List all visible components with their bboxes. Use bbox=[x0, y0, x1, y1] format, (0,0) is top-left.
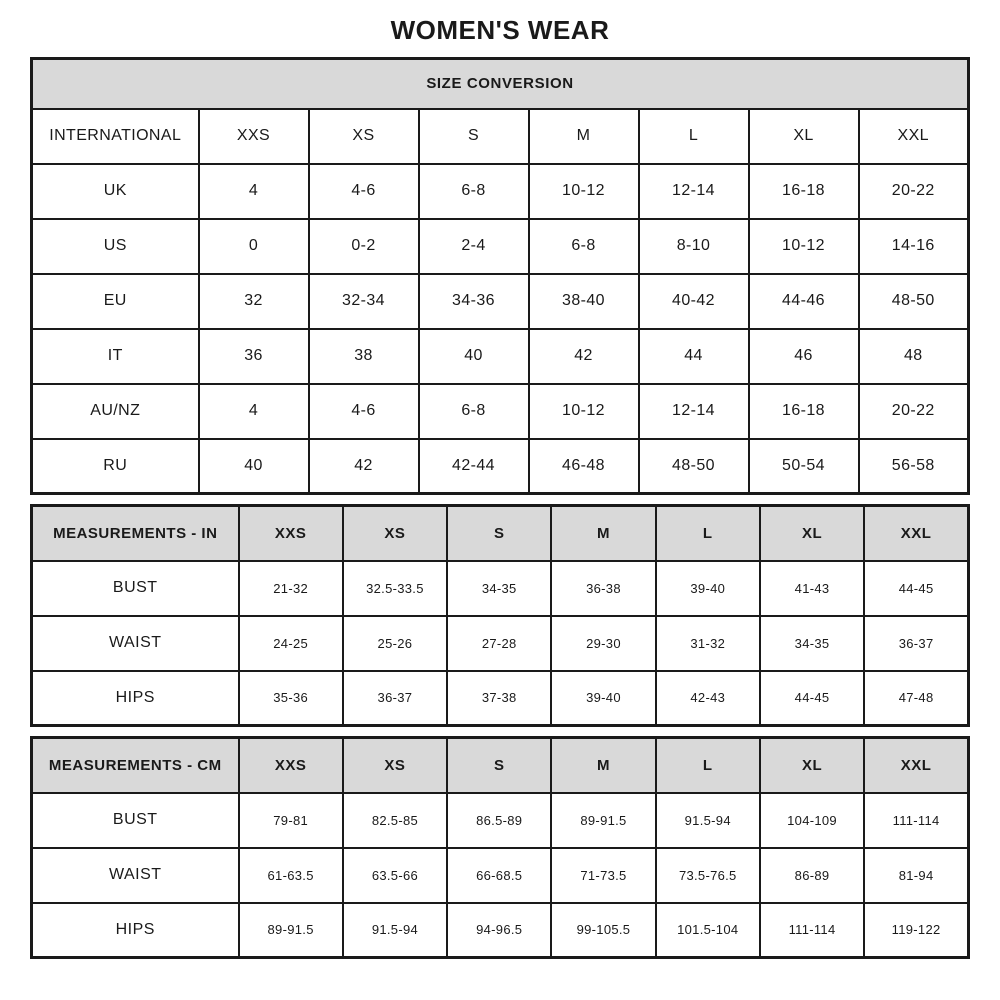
table-row bbox=[32, 164, 969, 219]
measurement-value-cell: 82.5-85 bbox=[343, 793, 447, 848]
column-header-s: S bbox=[447, 506, 551, 561]
size-value-cell: 40-42 bbox=[639, 274, 749, 329]
row-label-aunz: AU/NZ bbox=[32, 384, 199, 439]
size-conversion-table bbox=[30, 57, 970, 495]
size-value-cell: 46-48 bbox=[529, 439, 639, 494]
column-header-l: L bbox=[656, 738, 760, 793]
size-value-cell: 12-14 bbox=[639, 164, 749, 219]
column-header-xl: XL bbox=[760, 738, 864, 793]
size-value-cell: 16-18 bbox=[749, 384, 859, 439]
measurement-value-cell: 111-114 bbox=[864, 793, 968, 848]
size-value-cell: 44 bbox=[639, 329, 749, 384]
size-value-cell: 8-10 bbox=[639, 219, 749, 274]
table-row bbox=[32, 738, 969, 793]
column-header-l: L bbox=[639, 109, 749, 164]
size-value-cell: 42 bbox=[529, 329, 639, 384]
column-header-xxl: XXL bbox=[864, 506, 968, 561]
table-row bbox=[32, 439, 969, 494]
measurements-cm-table bbox=[30, 736, 970, 959]
row-label-eu: EU bbox=[32, 274, 199, 329]
size-conversion-title: SIZE CONVERSION bbox=[32, 59, 969, 109]
measurement-value-cell: 89-91.5 bbox=[239, 903, 343, 958]
measurement-value-cell: 89-91.5 bbox=[551, 793, 655, 848]
size-value-cell: 50-54 bbox=[749, 439, 859, 494]
size-value-cell: 4 bbox=[199, 384, 309, 439]
table-row bbox=[32, 274, 969, 329]
row-label-hips: HIPS bbox=[32, 903, 239, 958]
size-value-cell: 32-34 bbox=[309, 274, 419, 329]
measurements-cm-title: MEASUREMENTS - CM bbox=[32, 738, 239, 793]
column-header-xxs: XXS bbox=[239, 738, 343, 793]
measurement-value-cell: 94-96.5 bbox=[447, 903, 551, 958]
column-header-xs: XS bbox=[309, 109, 419, 164]
size-value-cell: 48 bbox=[859, 329, 969, 384]
size-value-cell: 48-50 bbox=[859, 274, 969, 329]
measurement-value-cell: 37-38 bbox=[447, 671, 551, 726]
table-row bbox=[32, 219, 969, 274]
measurement-value-cell: 39-40 bbox=[551, 671, 655, 726]
measurement-value-cell: 99-105.5 bbox=[551, 903, 655, 958]
column-header-m: M bbox=[551, 738, 655, 793]
measurement-value-cell: 29-30 bbox=[551, 616, 655, 671]
measurement-value-cell: 36-37 bbox=[864, 616, 968, 671]
size-value-cell: 56-58 bbox=[859, 439, 969, 494]
row-label-bust: BUST bbox=[32, 793, 239, 848]
size-value-cell: 42 bbox=[309, 439, 419, 494]
measurements-in-table bbox=[30, 504, 970, 727]
measurement-value-cell: 63.5-66 bbox=[343, 848, 447, 903]
column-header-xxl: XXL bbox=[864, 738, 968, 793]
size-value-cell: 6-8 bbox=[419, 384, 529, 439]
size-value-cell: 10-12 bbox=[529, 384, 639, 439]
measurement-value-cell: 47-48 bbox=[864, 671, 968, 726]
measurement-value-cell: 81-94 bbox=[864, 848, 968, 903]
table-row bbox=[32, 848, 969, 903]
measurement-value-cell: 21-32 bbox=[239, 561, 343, 616]
column-header-xl: XL bbox=[749, 109, 859, 164]
column-header-l: L bbox=[656, 506, 760, 561]
measurement-value-cell: 39-40 bbox=[656, 561, 760, 616]
measurement-value-cell: 71-73.5 bbox=[551, 848, 655, 903]
size-value-cell: 4-6 bbox=[309, 164, 419, 219]
column-header-xs: XS bbox=[343, 506, 447, 561]
size-value-cell: 14-16 bbox=[859, 219, 969, 274]
page-title: WOMEN'S WEAR bbox=[390, 15, 610, 45]
size-value-cell: 32 bbox=[199, 274, 309, 329]
measurement-value-cell: 27-28 bbox=[447, 616, 551, 671]
measurement-value-cell: 32.5-33.5 bbox=[343, 561, 447, 616]
size-value-cell: 40 bbox=[199, 439, 309, 494]
measurement-value-cell: 35-36 bbox=[239, 671, 343, 726]
measurement-value-cell: 34-35 bbox=[447, 561, 551, 616]
size-value-cell: 10-12 bbox=[529, 164, 639, 219]
row-label-ru: RU bbox=[32, 439, 199, 494]
size-value-cell: 0-2 bbox=[309, 219, 419, 274]
size-value-cell: 2-4 bbox=[419, 219, 529, 274]
column-header-xl: XL bbox=[760, 506, 864, 561]
row-label-bust: BUST bbox=[32, 561, 239, 616]
column-header-xs: XS bbox=[343, 738, 447, 793]
size-value-cell: 4-6 bbox=[309, 384, 419, 439]
row-label-it: IT bbox=[32, 329, 199, 384]
column-header-xxs: XXS bbox=[239, 506, 343, 561]
size-value-cell: 20-22 bbox=[859, 164, 969, 219]
row-label-waist: WAIST bbox=[32, 616, 239, 671]
measurement-value-cell: 41-43 bbox=[760, 561, 864, 616]
size-value-cell: 38 bbox=[309, 329, 419, 384]
table-row bbox=[32, 561, 969, 616]
row-label-waist: WAIST bbox=[32, 848, 239, 903]
table-row bbox=[32, 329, 969, 384]
measurement-value-cell: 36-38 bbox=[551, 561, 655, 616]
table-row bbox=[32, 109, 969, 164]
size-value-cell: 42-44 bbox=[419, 439, 529, 494]
measurement-value-cell: 66-68.5 bbox=[447, 848, 551, 903]
size-value-cell: 48-50 bbox=[639, 439, 749, 494]
measurement-value-cell: 61-63.5 bbox=[239, 848, 343, 903]
measurement-value-cell: 101.5-104 bbox=[656, 903, 760, 958]
measurement-value-cell: 44-45 bbox=[864, 561, 968, 616]
row-label-hips: HIPS bbox=[32, 671, 239, 726]
size-value-cell: 16-18 bbox=[749, 164, 859, 219]
size-value-cell: 4 bbox=[199, 164, 309, 219]
measurement-value-cell: 86.5-89 bbox=[447, 793, 551, 848]
size-value-cell: 10-12 bbox=[749, 219, 859, 274]
size-value-cell: 44-46 bbox=[749, 274, 859, 329]
column-header-s: S bbox=[419, 109, 529, 164]
measurements-in-title: MEASUREMENTS - IN bbox=[32, 506, 239, 561]
measurement-value-cell: 36-37 bbox=[343, 671, 447, 726]
measurement-value-cell: 86-89 bbox=[760, 848, 864, 903]
column-header-xxl: XXL bbox=[859, 109, 969, 164]
table-row bbox=[32, 903, 969, 958]
measurement-value-cell: 111-114 bbox=[760, 903, 864, 958]
table-row bbox=[32, 671, 969, 726]
measurement-value-cell: 73.5-76.5 bbox=[656, 848, 760, 903]
measurement-value-cell: 31-32 bbox=[656, 616, 760, 671]
measurement-value-cell: 34-35 bbox=[760, 616, 864, 671]
column-header-xxs: XXS bbox=[199, 109, 309, 164]
column-header-s: S bbox=[447, 738, 551, 793]
column-header-m: M bbox=[551, 506, 655, 561]
measurement-value-cell: 91.5-94 bbox=[656, 793, 760, 848]
size-value-cell: 12-14 bbox=[639, 384, 749, 439]
column-header-m: M bbox=[529, 109, 639, 164]
measurement-value-cell: 79-81 bbox=[239, 793, 343, 848]
size-value-cell: 38-40 bbox=[529, 274, 639, 329]
size-value-cell: 20-22 bbox=[859, 384, 969, 439]
column-header-international: INTERNATIONAL bbox=[32, 109, 199, 164]
size-value-cell: 40 bbox=[419, 329, 529, 384]
size-value-cell: 34-36 bbox=[419, 274, 529, 329]
measurement-value-cell: 91.5-94 bbox=[343, 903, 447, 958]
size-value-cell: 6-8 bbox=[419, 164, 529, 219]
measurement-value-cell: 24-25 bbox=[239, 616, 343, 671]
row-label-uk: UK bbox=[32, 164, 199, 219]
table-row bbox=[32, 59, 969, 109]
measurement-value-cell: 119-122 bbox=[864, 903, 968, 958]
table-row bbox=[32, 506, 969, 561]
measurement-value-cell: 104-109 bbox=[760, 793, 864, 848]
size-value-cell: 36 bbox=[199, 329, 309, 384]
size-value-cell: 0 bbox=[199, 219, 309, 274]
size-value-cell: 46 bbox=[749, 329, 859, 384]
measurement-value-cell: 42-43 bbox=[656, 671, 760, 726]
table-row bbox=[32, 793, 969, 848]
size-value-cell: 6-8 bbox=[529, 219, 639, 274]
measurement-value-cell: 25-26 bbox=[343, 616, 447, 671]
table-row bbox=[32, 616, 969, 671]
measurement-value-cell: 44-45 bbox=[760, 671, 864, 726]
table-row bbox=[32, 384, 969, 439]
row-label-us: US bbox=[32, 219, 199, 274]
